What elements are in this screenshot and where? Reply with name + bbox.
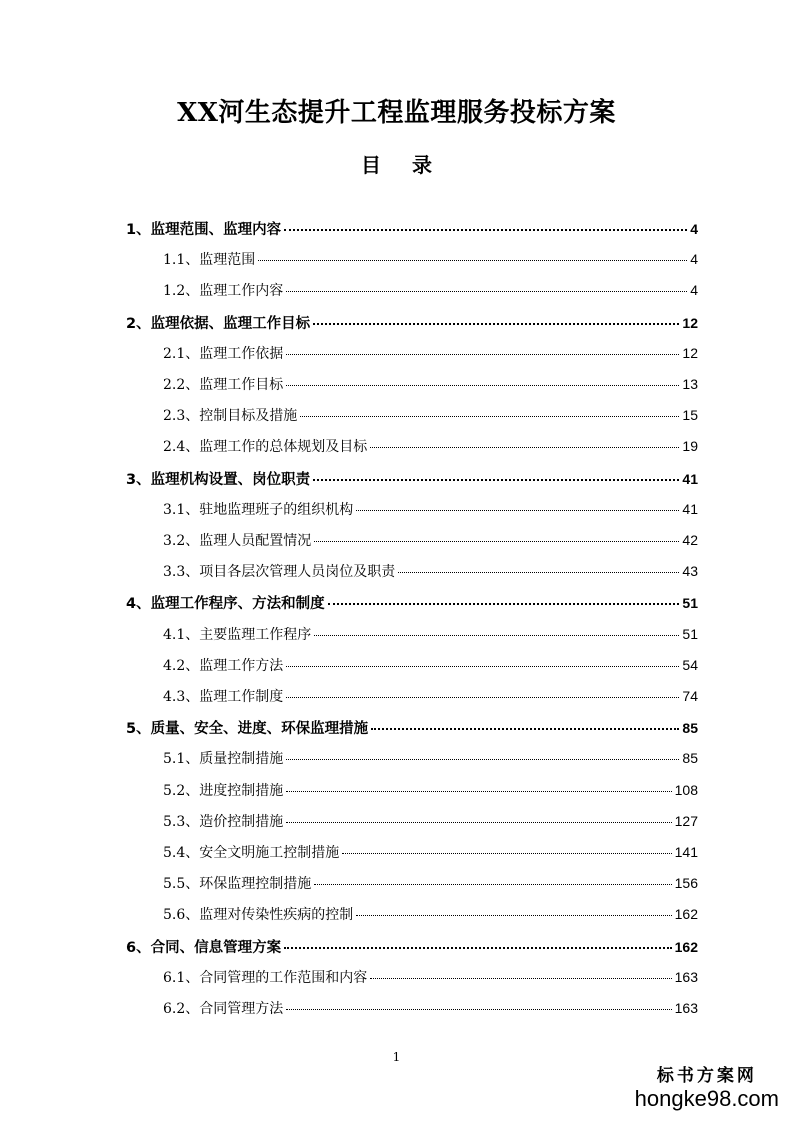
toc-chapter-entry[interactable] [126,592,698,614]
toc-section-entry[interactable] [163,624,698,646]
toc-dot-leader [314,541,679,542]
watermark-logo [635,1061,779,1112]
toc-entry-page: 163 [674,968,698,985]
toc-entry-title: 5.1、质量控制措施 [163,751,284,768]
toc-entry-page: 41 [682,500,698,517]
toc-dot-leader [328,603,680,605]
toc-dot-leader [313,323,679,325]
toc-dot-leader [342,853,671,854]
toc-entry-title: 5.4、安全文明施工控制措施 [163,845,340,861]
toc-entry-page: 162 [674,906,698,923]
toc-dot-leader [286,385,679,386]
toc-section-entry[interactable] [163,842,698,864]
toc-entry-title: 4.1、主要监理工作程序 [163,626,312,643]
toc-dot-leader [398,572,679,573]
toc-dot-leader [370,447,679,448]
toc-entry-page: 12 [682,314,698,331]
toc-dot-leader [370,978,671,979]
toc-entry-title: 6、合同、信息管理方案 [126,939,282,956]
toc-section-entry[interactable] [163,873,698,895]
toc-entry-page: 4 [690,221,698,237]
toc-entry-page: 127 [674,812,698,829]
toc-section-entry[interactable] [163,904,698,926]
toc-entry-title: 5、质量、安全、进度、环保监理措施 [126,721,369,738]
toc-heading: 目 录 [361,153,444,177]
toc-entry-page: 4 [690,282,698,299]
toc-dot-leader [284,947,672,949]
toc-dot-leader [286,1009,671,1010]
toc-entry-page: 163 [674,1000,698,1016]
toc-dot-leader [371,728,679,730]
toc-entry-page: 4 [690,251,698,268]
toc-entry-title: 3、监理机构设置、岗位职责 [126,471,311,488]
toc-entry-title: 2、监理依据、监理工作目标 [126,315,311,332]
toc-section-entry[interactable] [163,967,698,989]
toc-section-entry[interactable] [163,499,698,521]
document-title: XX河生态提升工程监理服务投标方案 [177,98,616,128]
toc-section-entry[interactable] [163,811,698,833]
toc-entry-page: 51 [682,625,698,642]
toc-entry-page: 15 [682,407,698,424]
toc-entry-title: 1.1、监理范围 [163,252,256,269]
toc-chapter-entry[interactable] [126,717,698,739]
toc-entry-page: 42 [682,532,698,548]
toc-section-entry[interactable] [163,561,698,583]
page-number: 1 [392,1050,401,1064]
toc-dot-leader [286,822,671,823]
toc-dot-leader [284,229,687,231]
toc-dot-leader [314,635,679,636]
toc-section-entry[interactable] [163,655,698,677]
toc-section-entry[interactable] [163,686,698,708]
toc-entry-title: 5.3、造价控制措施 [163,813,284,830]
toc-dot-leader [258,260,687,261]
toc-entry-title: 2.3、控制目标及措施 [163,408,298,425]
toc-dot-leader [314,884,671,885]
toc-dot-leader [286,291,687,292]
toc-dot-leader [286,759,679,760]
toc-entry-page: 108 [674,781,698,798]
toc-dot-leader [300,416,679,417]
toc-entry-page: 162 [674,938,698,955]
toc-dot-leader [356,915,671,916]
toc-entry-title: 3.3、项目各层次管理人员岗位及职责 [163,564,396,581]
toc-entry-title: 5.5、环保监理控制措施 [163,876,312,893]
toc-entry-title: 1.2、监理工作内容 [163,283,284,300]
toc-entry-title: 4.2、监理工作方法 [163,657,284,674]
toc-dot-leader [286,666,679,667]
toc-chapter-entry[interactable] [126,936,698,958]
toc-chapter-entry[interactable] [126,218,698,240]
toc-entry-title: 1、监理范围、监理内容 [126,222,282,238]
toc-section-entry[interactable] [163,405,698,427]
toc-dot-leader [286,354,679,355]
toc-entry-page: 12 [682,344,698,361]
toc-entry-title: 4、监理工作程序、方法和制度 [126,596,325,613]
toc-entry-title: 3.2、监理人员配置情况 [163,533,312,549]
toc-section-entry[interactable] [163,998,698,1020]
toc-entry-page: 41 [682,470,698,487]
toc-entry-page: 85 [682,720,698,737]
watermark-site-name: 标书方案网 [656,1066,757,1086]
toc-entry-title: 2.1、监理工作依据 [163,345,284,362]
toc-section-entry[interactable] [163,436,698,458]
toc-section-entry[interactable] [163,748,698,770]
toc-entry-page: 156 [674,875,698,892]
toc-entry-page: 13 [682,376,698,392]
toc-entry-page: 19 [682,438,698,455]
toc-entry-page: 43 [682,563,698,580]
toc-entry-page: 51 [682,595,698,612]
toc-section-entry[interactable] [163,780,698,802]
toc-entry-title: 5.2、进度控制措施 [163,782,284,799]
toc-entry-title: 2.2、监理工作目标 [163,377,284,393]
toc-chapter-entry[interactable] [126,312,698,334]
toc-entry-page: 85 [682,750,698,767]
toc-section-entry[interactable] [163,343,698,365]
toc-dot-leader [286,697,679,698]
toc-dot-leader [356,510,679,511]
toc-entry-page: 141 [674,844,698,860]
toc-entry-title: 5.6、监理对传染性疾病的控制 [163,907,354,924]
toc-entry-page: 74 [682,688,698,704]
watermark-url: hongke98.com [634,1086,779,1111]
toc-chapter-entry[interactable] [126,468,698,490]
toc-dot-leader [313,479,679,481]
toc-section-entry[interactable] [163,374,698,396]
toc-entry-title: 4.3、监理工作制度 [163,689,284,705]
toc-entry-page: 54 [682,656,698,673]
toc-entry-title: 2.4、监理工作的总体规划及目标 [163,439,368,456]
toc-section-entry[interactable] [163,249,698,271]
toc-entry-title: 6.1、合同管理的工作范围和内容 [163,969,368,986]
toc-section-entry[interactable] [163,530,698,552]
toc-entry-title: 6.2、合同管理方法 [163,1001,284,1017]
toc-dot-leader [286,791,671,792]
toc-entry-title: 3.1、驻地监理班子的组织机构 [163,501,354,518]
toc-section-entry[interactable] [163,280,698,302]
